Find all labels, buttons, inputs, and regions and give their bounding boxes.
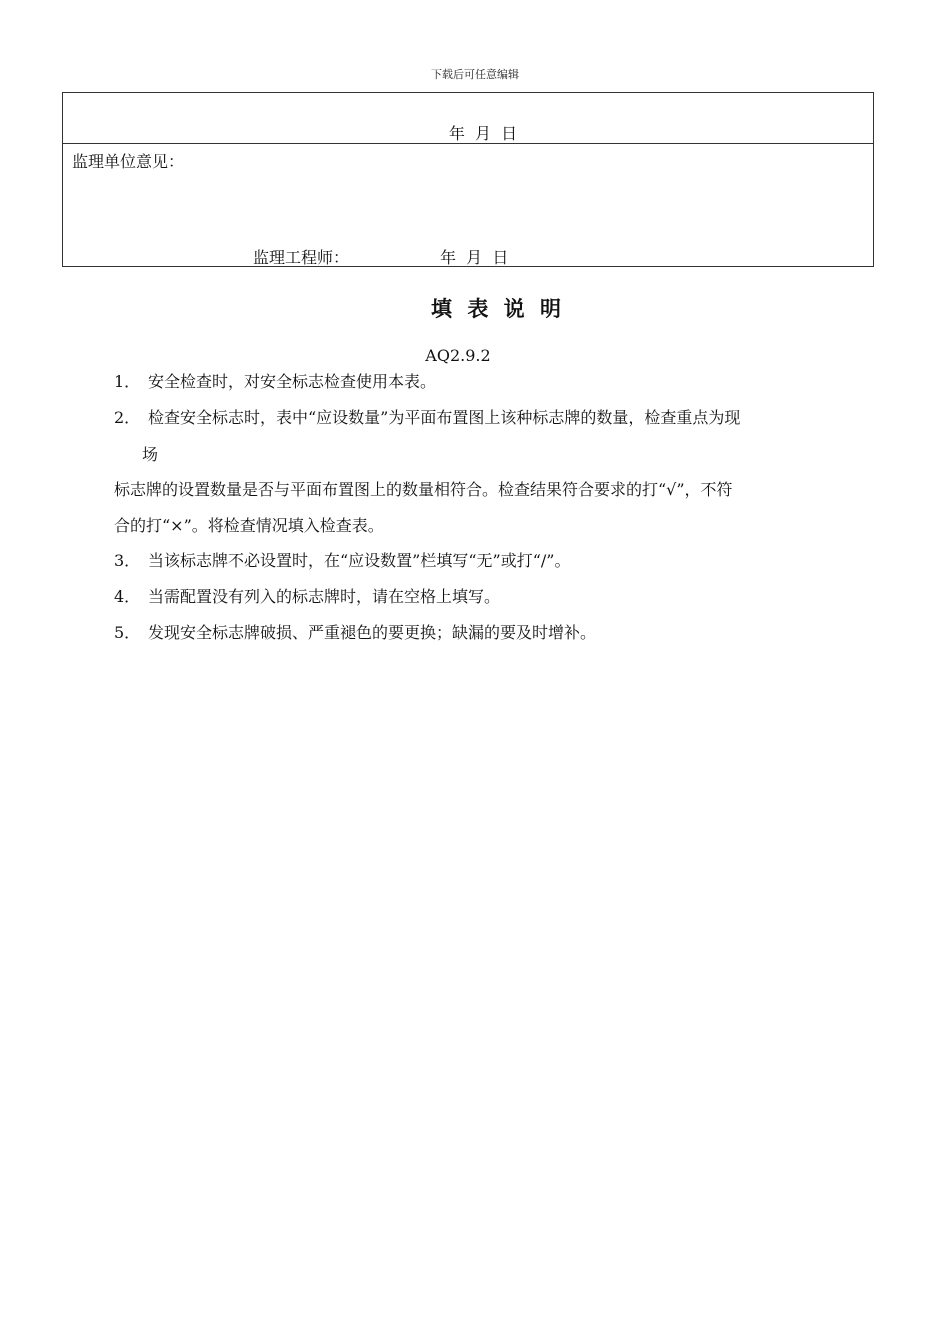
approval-form	[62, 92, 874, 267]
instruction-item-2-line-3: 合的打“×”。将检查情况填入检查表。	[114, 516, 384, 535]
instruction-item-2-line-2: 标志牌的设置数量是否与平面布置图上的数量相符合。检查结果符合要求的打“√”，不符	[114, 480, 733, 499]
instruction-text: 当该标志牌不必设置时，在“应设数置”栏填写“无”或打“/”。	[148, 551, 571, 570]
instruction-item-2-continuation: 场	[142, 445, 159, 464]
instruction-number: 4．	[114, 587, 141, 606]
date-bottom: 年 月 日	[440, 248, 509, 267]
header-note: 下载后可任意编辑	[431, 68, 519, 81]
instruction-text: 检查安全标志时，表中“应设数量”为平面布置图上该种标志牌的数量，检查重点为现	[148, 408, 741, 427]
instruction-number: 5．	[114, 623, 141, 642]
instruction-item-2	[114, 408, 740, 428]
instruction-item-1	[114, 372, 436, 392]
supervision-opinion-label: 监理单位意见：	[72, 152, 185, 171]
contractor-date-row	[63, 93, 873, 144]
form-code: AQ2.9.2	[425, 346, 491, 365]
instruction-number: 2．	[114, 408, 141, 427]
instruction-number: 1．	[114, 372, 141, 391]
date-top: 年 月 日	[448, 124, 518, 143]
supervision-engineer-label: 监理工程师：	[253, 248, 350, 267]
instruction-text: 安全检查时，对安全标志检查使用本表。	[148, 372, 437, 391]
instructions-title: 填 表 说 明	[431, 296, 565, 321]
instruction-text: 发现安全标志牌破损、严重褪色的要更换；缺漏的要及时增补。	[148, 623, 597, 642]
instruction-item-5	[114, 623, 596, 643]
instruction-number: 3．	[114, 551, 141, 570]
instruction-item-3	[114, 551, 570, 571]
instruction-item-4	[114, 587, 500, 607]
instruction-text: 当需配置没有列入的标志牌时，请在空格上填写。	[148, 587, 501, 606]
